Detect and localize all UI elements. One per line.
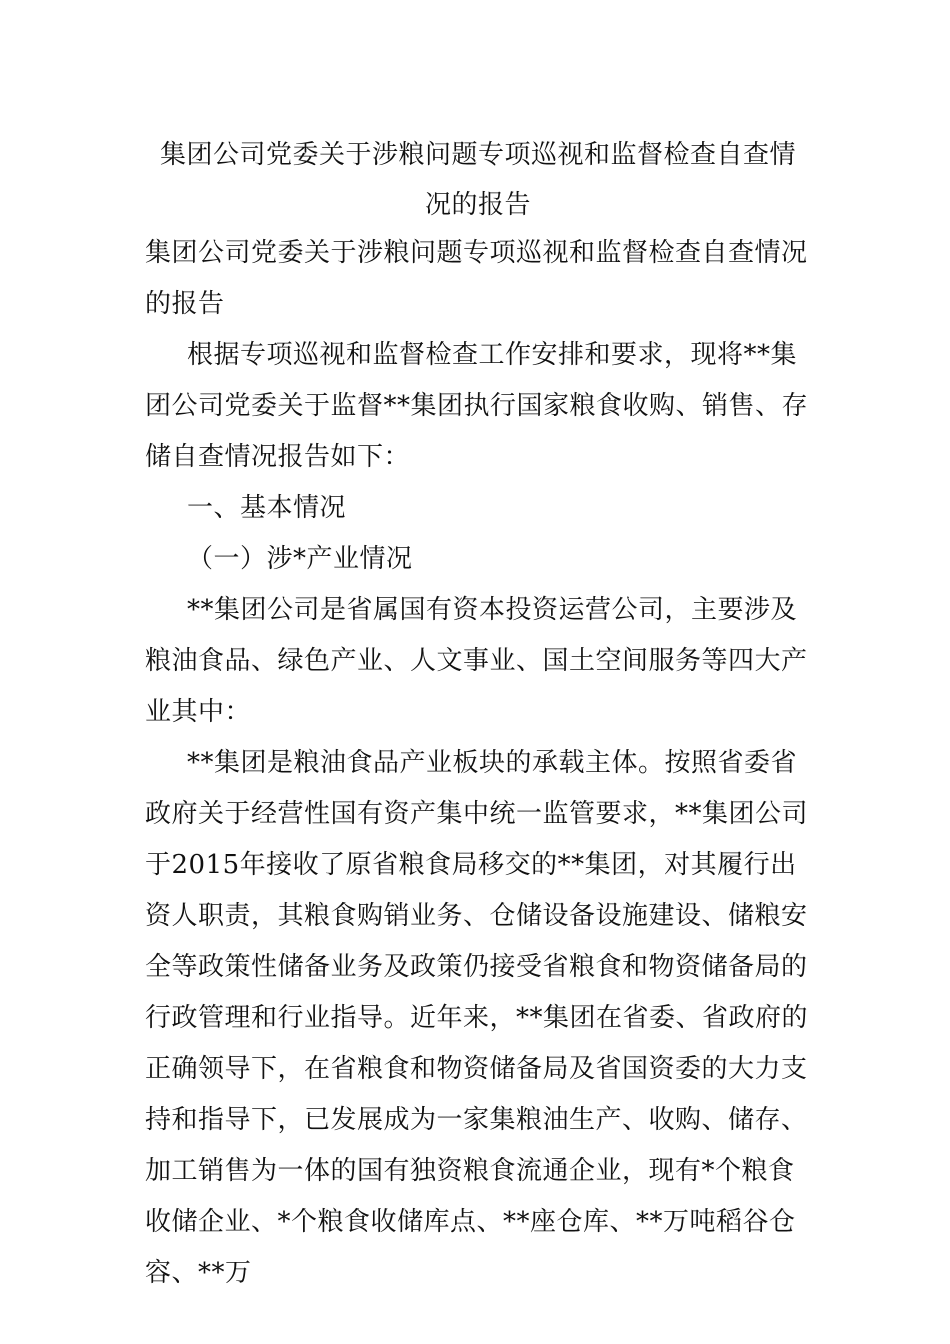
section-heading-basic-situation: 一、基本情况 (187, 493, 347, 523)
company-overview-paragraph: **集团公司是省属国有资本投资运营公司，主要涉及粮油食品、绿色产业、人文事业、国土空间服务等四大产业其中： (145, 595, 808, 727)
document-title: 集团公司党委关于涉粮问题专项巡视和监督检查自查情况的报告 (159, 140, 796, 220)
intro-paragraph: 根据专项巡视和监督检查工作安排和要求，现将**集团公司党委关于监督**集团执行国家粮食收购、销售、存储自查情况报告如下： (145, 340, 809, 472)
repeated-title-paragraph: 集团公司党委关于涉粮问题专项巡视和监督检查自查情况的报告 (145, 238, 808, 319)
subsection-heading-industry: （一）涉*产业情况 (187, 544, 413, 574)
document-body (145, 228, 810, 1299)
grain-group-paragraph: **集团是粮油食品产业板块的承载主体。按照省委省政府关于经营性国有资产集中统一监管要求，**集团公司于2015年接收了原省粮食局移交的**集团，对其履行出资人职责，其粮食购销业务、仓储设备设施建设、储粮安全等政策性储备业务及政策仍接受省粮食和物资储备局的行政管理和行业指导。近年来，**集团在省委、省政府的正确领导下，在省粮食和物资储备局及省国资委的大力支持和指导下，已发展成为一家集粮油生产、收购、储存、加工销售为一体的国有独资粮食流通企业，现有*个粮食收储企业、*个粮食收储库点、**座仓库、**万吨稻谷仓容、**万 (145, 748, 809, 1288)
